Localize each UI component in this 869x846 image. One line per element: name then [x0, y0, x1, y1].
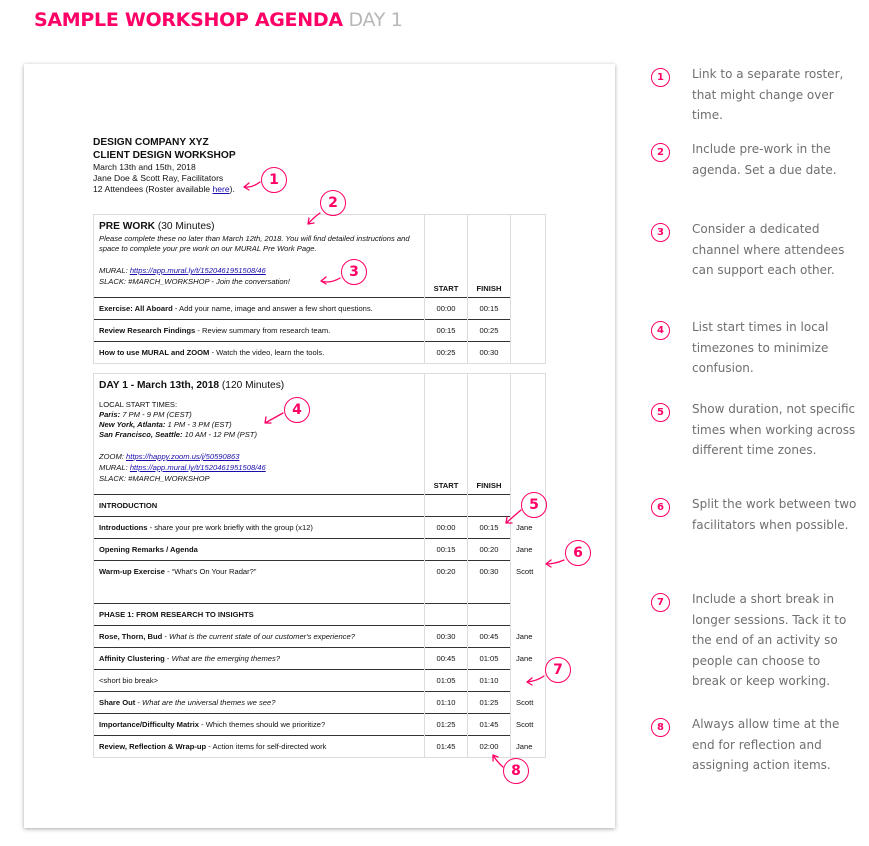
finish-time: 00:20: [468, 539, 511, 561]
arrow-7: [527, 676, 544, 685]
start-header: START: [425, 374, 468, 495]
facilitator: Jane: [511, 736, 546, 758]
arrow-2: [308, 213, 320, 224]
callout-2: 2: [320, 190, 346, 216]
arrow-8: [493, 755, 503, 767]
separator: -: [135, 698, 143, 707]
note-number-badge: 3: [651, 223, 670, 242]
callout-8: 8: [503, 758, 529, 784]
note-text: Consider a dedicated channel where attendees can support each other.: [692, 222, 845, 277]
finish-time: 00:45: [468, 626, 511, 648]
city: New York, Atlanta:: [99, 420, 166, 429]
prework-description: Please complete these no later than March 12th, 2018. You will find detailed instructions and space to complete your pre work on our MURAL Pre Work Page.: [99, 234, 410, 253]
note-number-badge: 4: [651, 321, 670, 340]
facilitators: Jane Doe & Scott Ray, Facilitators: [93, 173, 224, 183]
time-range: 10 AM - 12 PM (PST): [182, 430, 257, 439]
attendees-text: 12 Attendees (Roster available: [93, 184, 213, 194]
page-title-sub: DAY 1: [348, 9, 403, 31]
activity-title: Exercise: All Aboard: [99, 304, 173, 313]
start-time: 01:05: [425, 670, 468, 692]
note-number-badge: 7: [651, 593, 670, 612]
attendees-suffix: ).: [229, 184, 235, 194]
callout-1: 1: [261, 167, 287, 193]
finish-time: 00:15: [468, 298, 511, 320]
activity-title: How to use MURAL and ZOOM: [99, 348, 210, 357]
note-number-badge: 1: [651, 68, 670, 87]
start-time: 01:25: [425, 714, 468, 736]
note-text: Include pre-work in the agenda. Set a due date.: [692, 142, 837, 177]
note-number-badge: 2: [651, 143, 670, 162]
start-time: 00:00: [425, 517, 468, 539]
activity-title: Importance/Difficulty Matrix: [99, 720, 200, 729]
start-time: 00:45: [425, 648, 468, 670]
activity-desc: - Which themes should we prioritize?: [199, 720, 326, 729]
facilitator: Scott: [511, 714, 546, 736]
start-time: 01:10: [425, 692, 468, 714]
activity-desc: What is the current state of our customer's experience?: [169, 632, 355, 641]
finish-time: 00:30: [468, 342, 511, 364]
start-time: 00:15: [425, 539, 468, 561]
activity-desc: - Watch the video, learn the tools.: [209, 348, 325, 357]
activity-title: Review Research Findings: [99, 326, 196, 335]
arrow-4: [265, 413, 283, 423]
start-time: 00:20: [425, 561, 468, 604]
roster-link[interactable]: here: [212, 184, 230, 194]
day1-mural-link[interactable]: https://app.mural.ly/t/1520461951508/46: [129, 463, 266, 472]
workshop-dates: March 13th and 15th, 2018: [93, 162, 196, 172]
arrow-5: [506, 510, 521, 523]
finish-time: 01:10: [468, 670, 511, 692]
note-text: Always allow time at the end for reflection and assigning action items.: [692, 717, 840, 772]
finish-time: 01:25: [468, 692, 511, 714]
note-text: Include a short break in longer sessions. Tack it to the end of an activity so people can choose to break or keep working.: [692, 592, 847, 688]
callout-6: 6: [565, 540, 591, 566]
separator: -: [162, 632, 170, 641]
note-text: Show duration, not specific times when working across different time zones.: [692, 402, 856, 457]
note-text: Link to a separate roster, that might change over time.: [692, 67, 844, 122]
section-heading: INTRODUCTION: [94, 495, 425, 517]
note-number-badge: 8: [651, 718, 670, 737]
callout-4: 4: [284, 397, 310, 423]
facilitator: Scott: [511, 561, 546, 604]
activity-title: Rose, Thorn, Bud: [99, 632, 163, 641]
page-title-main: SAMPLE WORKSHOP AGENDA: [34, 9, 343, 31]
activity-desc: - Action items for self-directed work: [206, 742, 327, 751]
callout-5: 5: [521, 492, 547, 518]
note-text: List start times in local timezones to minimize confusion.: [692, 320, 829, 375]
day1-slack: SLACK: #MARCH_WORKSHOP: [99, 474, 210, 483]
callout-3: 3: [341, 259, 367, 285]
facilitator: Jane: [511, 626, 546, 648]
day1-title: DAY 1 - March 13th, 2018 (120 Minutes): [99, 380, 285, 391]
finish-time: 00:25: [468, 320, 511, 342]
note-number-badge: 5: [651, 403, 670, 422]
time-range: 7 PM - 9 PM (CEST): [120, 410, 192, 419]
company-name: DESIGN COMPANY XYZ: [93, 137, 209, 148]
activity-title: Warm-up Exercise: [99, 567, 165, 576]
finish-time: 01:05: [468, 648, 511, 670]
start-time: 00:30: [425, 626, 468, 648]
start-time: 01:45: [425, 736, 468, 758]
start-header: START: [425, 215, 468, 298]
prework-title: PRE WORK (30 Minutes): [99, 221, 215, 232]
separator: -: [164, 654, 172, 663]
workshop-name: CLIENT DESIGN WORKSHOP: [93, 150, 236, 161]
zoom-line: ZOOM: https://happy.zoom.us/j/50590863: [99, 452, 240, 461]
arrow-3: [321, 277, 340, 284]
activity-title: Opening Remarks / Agenda: [99, 545, 198, 554]
section-heading: PHASE 1: FROM RESEARCH TO INSIGHTS: [94, 604, 425, 626]
activity-desc: - “What’s On Your Radar?”: [164, 567, 257, 576]
facilitator: Jane: [511, 517, 546, 539]
local-start-label: LOCAL START TIMES:: [99, 400, 178, 409]
finish-time: 00:15: [468, 517, 511, 539]
time-range: 1 PM - 3 PM (EST): [165, 420, 232, 429]
prework-mural: MURAL: https://app.mural.ly/t/1520461951508/46: [99, 266, 266, 275]
day1-mural: MURAL: https://app.mural.ly/t/1520461951508/46: [99, 463, 266, 472]
callout-7: 7: [545, 657, 571, 683]
prework-slack: SLACK: #MARCH_WORKSHOP - Join the conversation!: [99, 277, 290, 286]
activity-desc: - Review summary from research team.: [195, 326, 331, 335]
finish-time: 02:00: [468, 736, 511, 758]
city: Paris:: [99, 410, 121, 419]
city: San Francisco, Seattle:: [99, 430, 183, 439]
activity-title: Review, Reflection & Wrap-up: [99, 742, 207, 751]
finish-header: FINISH: [468, 374, 511, 495]
finish-time: 01:45: [468, 714, 511, 736]
note-number-badge: 6: [651, 498, 670, 517]
start-time: 00:25: [425, 342, 468, 364]
facilitator: Jane: [511, 648, 546, 670]
arrow-1: [244, 182, 260, 190]
arrow-6: [546, 560, 564, 567]
start-time: 00:00: [425, 298, 468, 320]
zoom-link[interactable]: https://happy.zoom.us/j/50590863: [126, 452, 240, 461]
activity-desc: <short bio break>: [99, 676, 159, 685]
facilitator: Scott: [511, 692, 546, 714]
activity-title: Affinity Clustering: [99, 654, 165, 663]
note-text: Split the work between two facilitators when possible.: [692, 497, 857, 532]
activity-desc: What are the emerging themes?: [171, 654, 281, 663]
finish-header: FINISH: [468, 215, 511, 298]
activity-desc: - share your pre work briefly with the group (x12): [147, 523, 313, 532]
start-time: 00:15: [425, 320, 468, 342]
activity-desc: What are the universal themes we see?: [142, 698, 276, 707]
activity-title: Share Out: [99, 698, 136, 707]
prework-mural-link[interactable]: https://app.mural.ly/t/1520461951508/46: [129, 266, 266, 275]
facilitator: Jane: [511, 539, 546, 561]
activity-desc: - Add your name, image and answer a few short questions.: [172, 304, 373, 313]
activity-title: Introductions: [99, 523, 148, 532]
finish-time: 00:30: [468, 561, 511, 604]
